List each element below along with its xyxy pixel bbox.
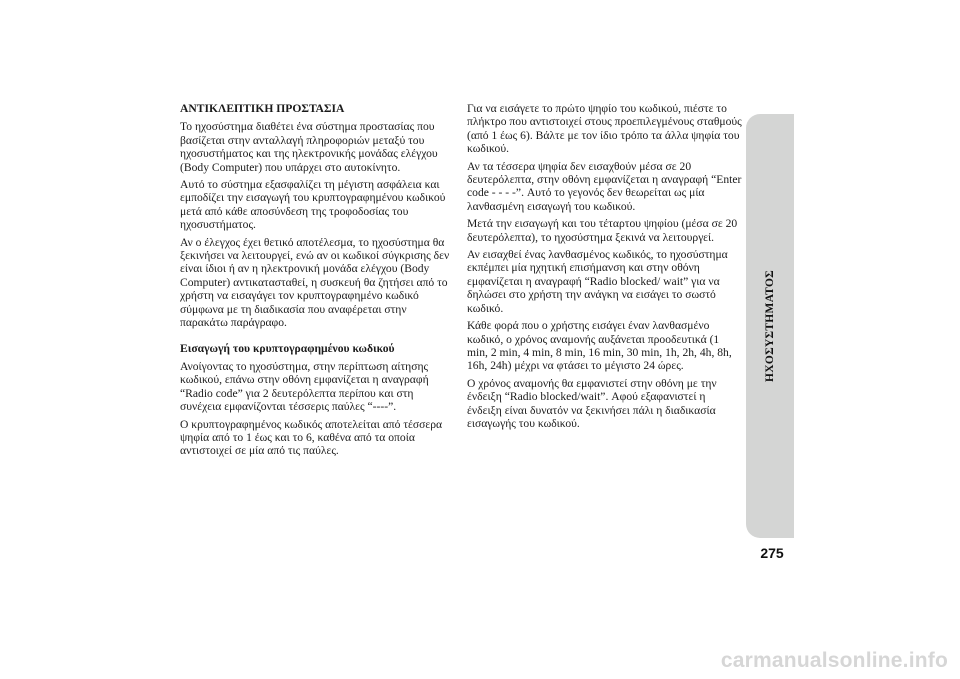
section-heading: ΑΝΤΙΚΛΕΠΤΙΚΗ ΠΡΟΣΤΑΣΙΑ — [180, 102, 345, 115]
subsection-heading: Εισαγωγή του κρυπτογραφημένου κωδικού — [180, 341, 395, 355]
side-tab-label-wrap — [746, 114, 794, 538]
paragraph: Ο κρυπτογραφημένος κωδικός αποτελείται από τέσσερα ψηφία από το 1 έως και το 6, καθένα από τα οποία αντιστοιχεί σε μία από τις παύλες. — [180, 417, 443, 458]
paragraph: Ανοίγοντας το ηχοσύστημα, στην περίπτωση αίτησης κωδικού, επάνω στην οθόνη εμφανίζεται η αναγραφή “Radio code” για 2 δευτερόλεπτα περίπου και στη συνέχεια εμφανίζονται τέσσερις παύλες “----”. — [180, 359, 429, 414]
right-column — [467, 102, 743, 434]
paragraph: Αυτό το σύστημα εξασφαλίζει τη μέγιστη ασφάλεια και εμποδίζει την εισαγωγή του κρυπτογραφημένου κωδικού μετά από κάθε αποσύνδεση της τροφοδοσίας του ηχοσυστήματος. — [180, 178, 446, 232]
page-number: 275 — [760, 545, 784, 561]
paragraph: Αν εισαχθεί ένας λανθασμένος κωδικός, το ηχοσύστημα εκπέμπει μία ηχητική επισήμανση και στην οθόνη εμφανίζεται η αναγραφή “Radio blocked/ wait” για να δηλώσει στο χρήστη την ανάγκη να εισάγει το σωστό κωδικό. — [467, 248, 728, 315]
paragraph: Κάθε φορά που ο χρήστης εισάγει έναν λανθασμένο κωδικό, ο χρόνος αναμονής αυξάνεται προοδευτικά (1 min, 2 min, 4 min, 8 min, 16 min, 30 min, 1h, 2h, 4h, 8h, 16h, 24h) μέχρι να φτάσει το μέγιστο 24 ώρες. — [467, 319, 732, 373]
paragraph: Το ηχοσύστημα διαθέτει ένα σύστημα προστασίας που βασίζεται στην ανταλλαγή πληροφοριών μεταξύ του ηχοσυστήματος και της ηλεκτρονικής μονάδας ελέγχου (Body Computer) που υπάρχει στο αυτοκίνητο. — [180, 120, 438, 174]
side-tab-label: ΗΧΟΣΥΣΤΗΜΑΤΟΣ — [764, 269, 776, 383]
paragraph: Ο χρόνος αναμονής θα εμφανιστεί στην οθόνη με την ένδειξη “Radio blocked/wait”. Αφού εξαφανιστεί η ένδειξη είναι δυνατόν να ξεκινήσει πάλι η διαδικασία εισαγωγής του κωδικού. — [467, 376, 717, 430]
paragraph: Αν τα τέσσερα ψηφία δεν εισαχθούν μέσα σε 20 δευτερόλεπτα, στην οθόνη εμφανίζεται η αναγραφή “Enter code - - - -”. Αυτό το γεγονός δεν θεωρείται ως μία λανθασμένη εισαγωγή του κωδικού. — [467, 159, 742, 213]
paragraph: Αν ο έλεγχος έχει θετικό αποτέλεσμα, το ηχοσύστημα θα ξεκινήσει να λειτουργεί, ενώ αν οι κωδικοί σύγκρισης δεν είναι ίδιοι ή αν η ηλεκτρονική μονάδα ελέγχου (Body Computer) αντικατασταθεί, η συσκευή θα ζητήσει από το χρήστη να εισαγάγει τον κρυπτογραφημένο κωδικό σύμφωνα με τη διαδικασία που αναφέρεται στην παρακάτω παράγραφο. — [180, 235, 450, 330]
left-column — [180, 102, 455, 462]
paragraph: Για να εισάγετε το πρώτο ψηφίο του κωδικού, πιέστε το πλήκτρο που αντιστοιχεί στους προεπιλεγμένους σταθμούς (από 1 έως 6). Βάλτε με τον ίδιο τρόπο τα άλλα ψηφία του κωδικού. — [467, 102, 742, 156]
paragraph: Μετά την εισαγωγή και του τέταρτου ψηφίου (μέσα σε 20 δευτερόλεπτα), το ηχοσύστημα ξεκινά να λειτουργεί. — [467, 217, 738, 244]
watermark: carmanualsonline.info — [720, 649, 948, 672]
